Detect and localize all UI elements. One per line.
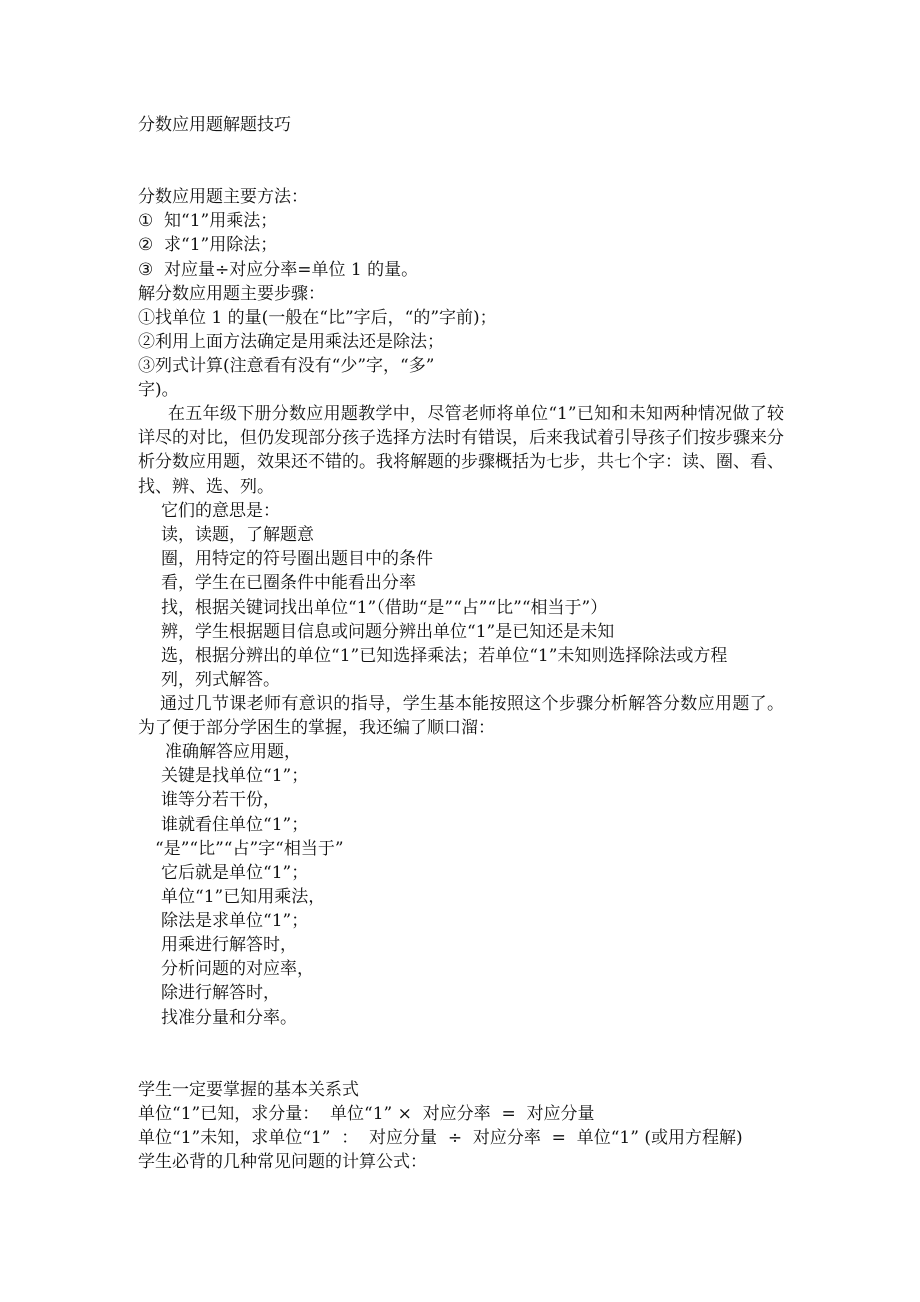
document-title: 分数应用题解题技巧 [138,115,291,135]
rhyme-line: 除进行解答时， [161,983,280,1003]
list-marker: ① [138,211,154,231]
meaning-item: 圈，用特定的符号圈出题目中的条件 [161,549,433,569]
relation-line: 单位“1”已知，求分量： 单位“1” × 对应分率 = 对应分量 [138,1104,595,1124]
method-text: 对应量÷对应分率=单位 1 的量。 [164,260,419,280]
intro-paragraph: 在五年级下册分数应用题教学中，尽管老师将单位“1”已知和未知两种情况做了较详尽的对比，但仍发现部分孩子选择方法时有错误，后来我试着引导孩子们按步骤来分析分数应用题，效果还不错的。我将解题的步骤概括为七步，共七个字：读、圈、看、找、辨、选、列。 [138,404,784,497]
rhyme-line: 谁等分若干份， [161,790,280,810]
rhyme-line: “是”“比”“占”字“相当于” [155,839,344,859]
meaning-item: 辨，学生根据题目信息或问题分辨出单位“1”是已知还是未知 [161,622,615,642]
step-continuation: 字)。 [138,380,179,400]
method-item [138,209,277,233]
step-item: ②利用上面方法确定是用乘法还是除法； [138,332,444,352]
guide-paragraph: 通过几节课老师有意识的指导，学生基本能按照这个步骤分析解答分数应用题了。为了便于部分学困生的掌握，我还编了顺口溜： [138,694,784,739]
relation-line: 单位“1”未知，求单位“1” ： 对应分量 ÷ 对应分率 = 单位“1” (或用方程解) [138,1128,743,1148]
list-marker: ③ [138,260,154,280]
rhyme-line: 关键是找单位“1”； [161,766,309,786]
rhyme-line: 单位“1”已知用乘法， [161,887,326,907]
meaning-heading: 它们的意思是： [161,501,280,521]
meaning-item: 看，学生在已圈条件中能看出分率 [161,573,416,593]
rhyme-line: 谁就看住单位“1”； [161,815,309,835]
rhyme-line: 分析问题的对应率， [161,959,314,979]
method-item [138,233,277,257]
rhyme-line: 找准分量和分率。 [161,1008,297,1028]
rhyme-line: 它后就是单位“1”； [161,863,309,883]
meaning-item: 列，列式解答。 [161,670,280,690]
steps-heading: 解分数应用题主要步骤： [138,284,325,304]
step-item: ③列式计算(注意看有没有“少”字，“多” [138,356,435,376]
rhyme-line: 准确解答应用题， [165,742,301,762]
rhyme-line: 用乘进行解答时， [161,935,297,955]
step-item: ①找单位 1 的量(一般在“比”字后，“的”字前)； [138,308,497,328]
formulas-heading: 学生必背的几种常见问题的计算公式： [138,1152,427,1172]
meaning-item: 找，根据关键词找出单位“1”（借助“是”“占”“比”“相当于”） [161,598,608,618]
relations-heading: 学生一定要掌握的基本关系式 [138,1080,359,1100]
rhyme-line: 除法是求单位“1”； [161,911,309,931]
meaning-item: 读，读题，了解题意 [161,525,314,545]
methods-heading: 分数应用题主要方法： [138,187,308,207]
list-marker: ② [138,235,154,255]
method-item [138,258,418,282]
meaning-item: 选，根据分辨出的单位“1”已知选择乘法；若单位“1”未知则选择除法或方程 [161,646,728,666]
method-text: 求“1”用除法； [164,235,278,255]
method-text: 知“1”用乘法； [164,211,278,231]
